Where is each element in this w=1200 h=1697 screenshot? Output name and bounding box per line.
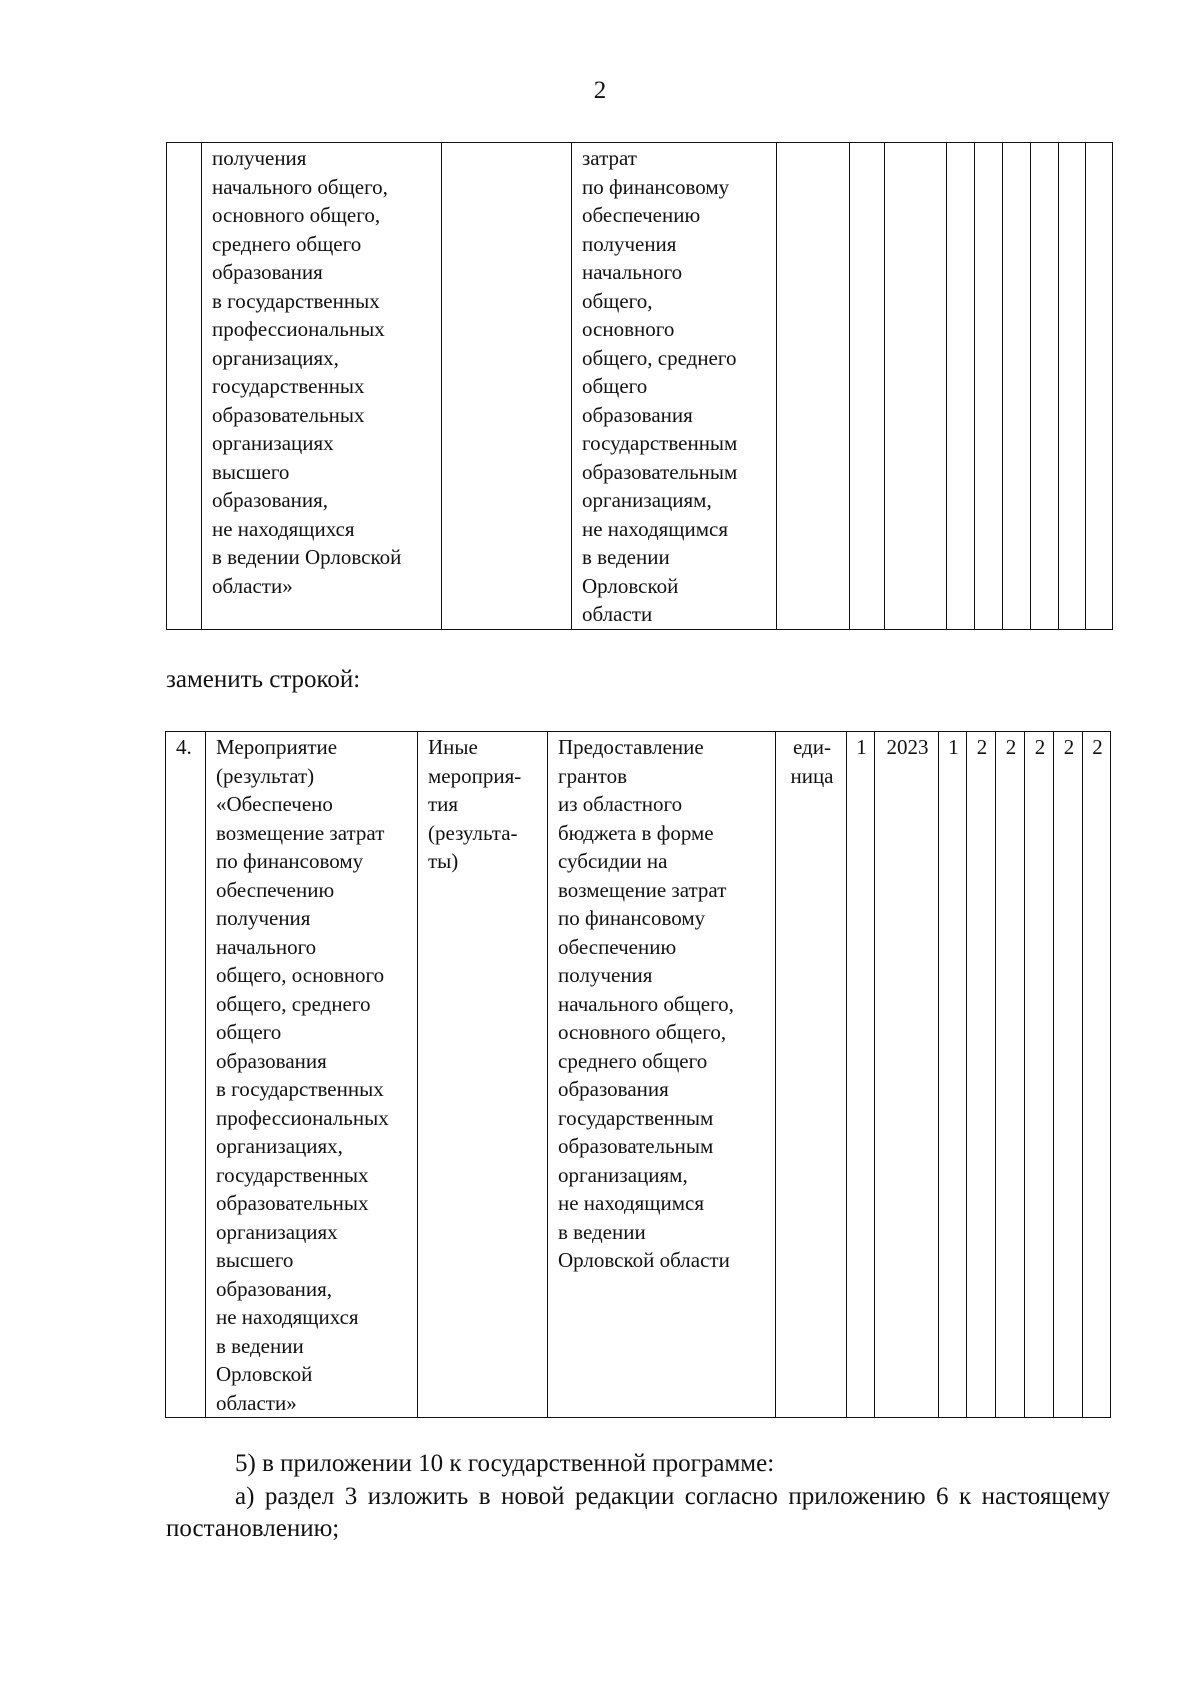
- cell-type: [442, 143, 572, 630]
- cell-description: затрат по финансовому обеспечению получения начального общего, основного общего, среднего общего образования государственным образовательным организациям, не находящимся в ведении Орловской области: [572, 143, 777, 630]
- previous-row-table: [166, 142, 1113, 630]
- cell-value-5: 2: [1054, 732, 1083, 1418]
- page-number: 2: [593, 77, 607, 104]
- cell-type: Иные мероприя- тия (результа- ты): [418, 732, 548, 1418]
- cell-value-1: [947, 143, 975, 630]
- cell-value-1: 1: [939, 732, 967, 1418]
- cell-base-year: [885, 143, 947, 630]
- cell-value-2: 2: [967, 732, 996, 1418]
- table-row: [166, 732, 1111, 1418]
- cell-value-4: 2: [1025, 732, 1054, 1418]
- cell-number: [167, 143, 202, 630]
- table-row: [167, 143, 1113, 630]
- cell-base-value: [850, 143, 885, 630]
- cell-value-5: [1059, 143, 1086, 630]
- cell-description: Предоставление грантов из областного бюджета в форме субсидии на возмещение затрат по финансовому обеспечению получения начального общего, основного общего, среднего общего образования государственным образовательным организациям, не находящимся в ведении Орловской области: [548, 732, 776, 1418]
- cell-base-value: 1: [847, 732, 875, 1418]
- cell-value-6: [1086, 143, 1113, 630]
- cell-value-3: 2: [996, 732, 1025, 1418]
- paragraph-subitem-a: а) раздел 3 изложить в новой редакции согласно приложению 6 к настоящему постановлению;: [166, 1483, 1110, 1542]
- replacement-row-table: [165, 731, 1111, 1418]
- cell-number: 4.: [166, 732, 206, 1418]
- cell-unit: еди- ница: [776, 732, 847, 1418]
- cell-value-6: 2: [1083, 732, 1111, 1418]
- cell-value-4: [1031, 143, 1059, 630]
- paragraph-item-5: 5) в приложении 10 к государственной программе:: [235, 1450, 775, 1477]
- cell-name: Мероприятие (результат) «Обеспечено возмещение затрат по финансовому обеспечению получения начального общего, основного общего, среднего общего образования в государственных профессиональных организациях, государственных образовательных организациях высшего образования, не находящихся в ведении Орловской области»: [206, 732, 418, 1418]
- cell-unit: [777, 143, 850, 630]
- cell-value-2: [975, 143, 1003, 630]
- replace-instruction: заменить строкой:: [166, 666, 361, 693]
- cell-base-year: 2023: [875, 732, 939, 1418]
- cell-value-3: [1003, 143, 1031, 630]
- cell-name: получения начального общего, основного общего, среднего общего образования в государственных профессиональных организациях, государственных образовательных организациях высшего образования, не находящихся в ведении Орловской области»: [202, 143, 442, 630]
